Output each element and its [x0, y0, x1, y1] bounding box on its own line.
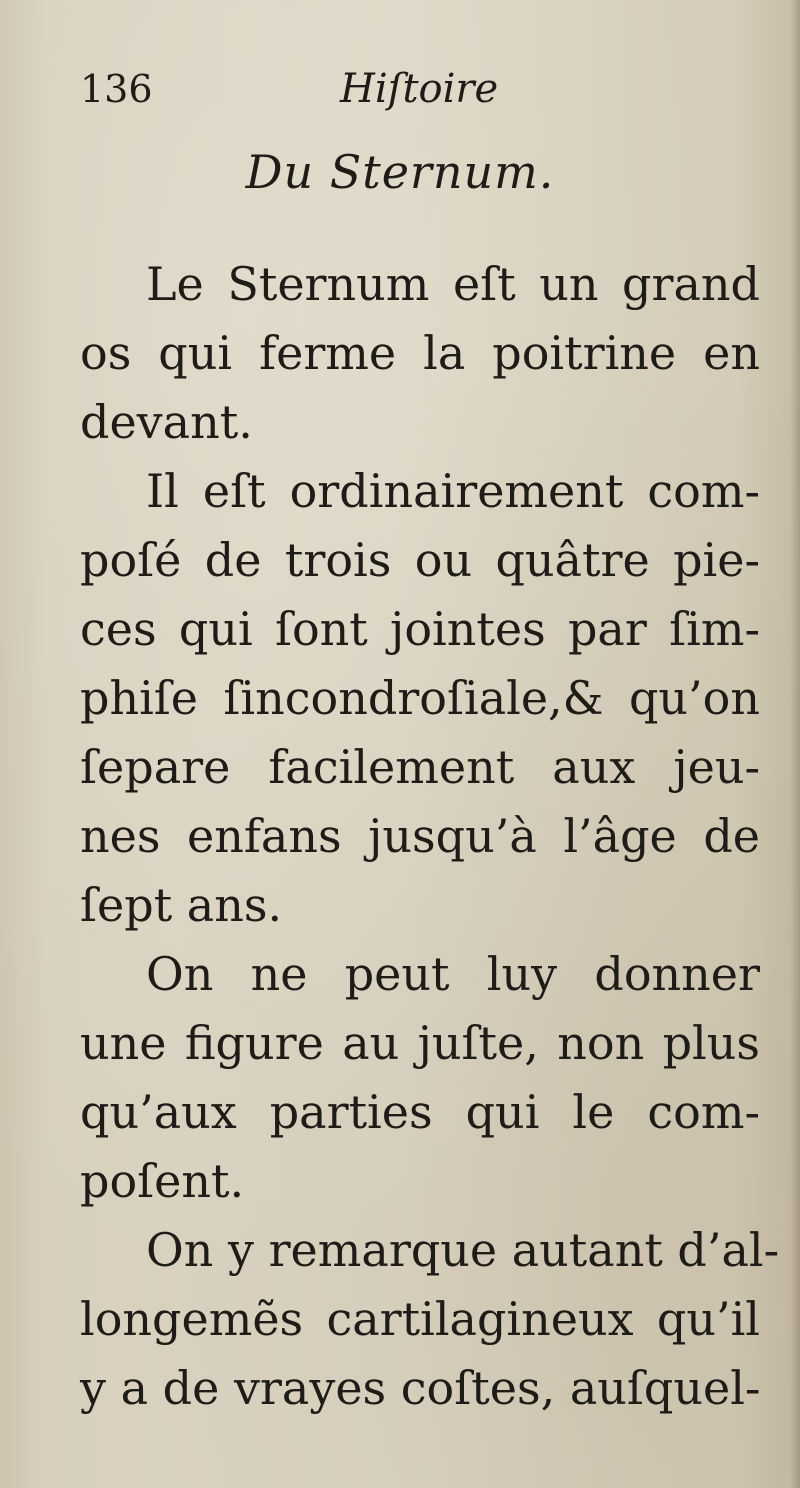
text-line: On y remarque autant d’al-	[146, 1223, 780, 1277]
body-text	[80, 250, 780, 1423]
text-line: une figure au juſte, non plus	[80, 1016, 760, 1070]
text-line: poſent.	[80, 1154, 245, 1208]
text-line: ces qui ſont jointes par ſim-	[80, 602, 760, 656]
text-line: poſé de trois ou quâtre pie-	[80, 533, 760, 587]
text-line: On ne peut luy donner	[146, 947, 760, 1001]
text-line: nes enfans jusqu’à l’âge de	[80, 809, 760, 863]
running-head: Hiſtoire	[340, 66, 499, 112]
text-line: ſepare facilement aux jeu-	[80, 740, 760, 794]
text-line: devant.	[80, 395, 253, 449]
section-title: Du Sternum.	[245, 145, 555, 199]
text-line: qu’aux parties qui le com-	[80, 1085, 760, 1139]
text-line: ſept ans.	[80, 878, 283, 932]
text-line: Il eſt ordinairement com-	[146, 464, 760, 518]
text-line: y a de vrayes coſtes, auſquel-	[80, 1361, 761, 1415]
text-line: phiſe ſincondroſiale,& qu’on	[80, 671, 760, 725]
page-number: 136	[80, 67, 153, 111]
text-line: longemẽs cartilagineux qu’il	[80, 1292, 760, 1346]
page-header	[80, 64, 760, 124]
text-line: Le Sternum eſt un grand	[146, 257, 760, 311]
text-line: os qui ferme la poitrine en	[80, 326, 760, 380]
page-edge-shadow	[790, 0, 800, 1488]
